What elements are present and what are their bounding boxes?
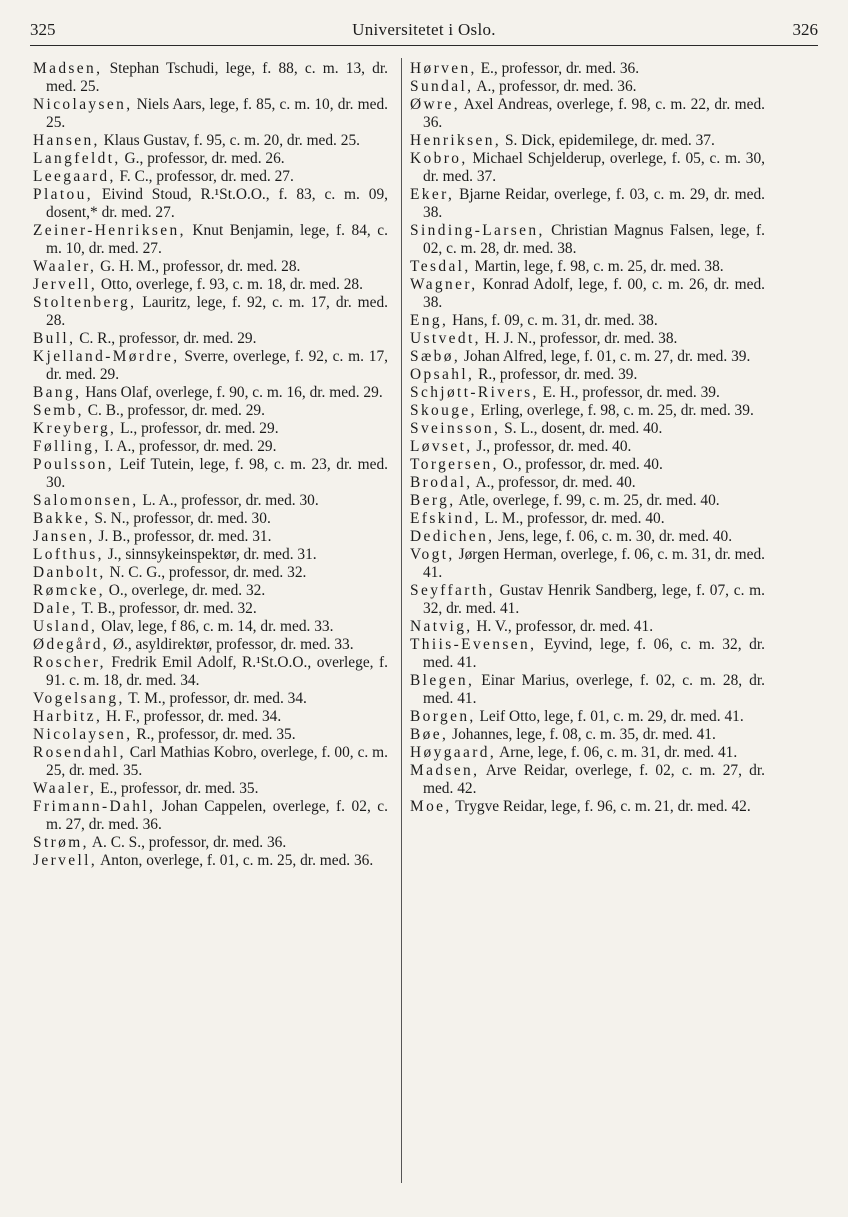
surname: Kobro, [410,150,468,167]
surname: Strøm, [33,834,89,851]
list-item [33,420,388,438]
surname: Moe, [410,798,452,815]
surname: Waaler, [33,258,97,275]
entry-details: Leif Tutein, lege, f. 98, c. m. 23, dr. med. 30. [46,456,388,491]
list-item [410,330,765,348]
surname: Hansen, [33,132,100,149]
entry-details: Lauritz, lege, f. 92, c. m. 17, dr. med. 28. [46,294,388,329]
surname: Lofthus, [33,546,104,563]
surname: Waaler, [33,780,97,797]
entry-details: Hans Olaf, overlege, f. 90, c. m. 16, dr. med. 29. [81,384,383,401]
list-item [410,366,765,384]
surname: Følling, [33,438,101,455]
entry-details: A., professor, dr. med. 40. [472,474,636,491]
surname: Efskind, [410,510,481,527]
entry-details: Stephan Tschudi, lege, f. 88, c. m. 13, dr. med. 25. [46,60,388,95]
surname: Brodal, [410,474,473,491]
list-item [33,330,388,348]
entry-details: T. M., professor, dr. med. 34. [124,690,307,707]
list-item [33,294,388,330]
list-item [410,402,765,420]
entry-details: Arne, lege, f. 06, c. m. 31, dr. med. 41. [496,744,738,761]
list-item [33,600,388,618]
entry-details: Gustav Henrik Sandberg, lege, f. 07, c. m. 32, dr. med. 41. [423,582,765,617]
entry-details: Leif Otto, lege, f. 01, c. m. 29, dr. med. 41. [475,708,744,725]
entry-details: O., overlege, dr. med. 32. [104,582,266,599]
list-item [410,276,765,312]
surname: Kreyberg, [33,420,117,437]
surname: Skouge, [410,402,477,419]
entry-details: Sverre, overlege, f. 92, c. m. 17, dr. med. 29. [46,348,388,383]
surname: Bull, [33,330,76,347]
surname: Blegen, [410,672,475,689]
entry-details: Olav, lege, f 86, c. m. 14, dr. med. 33. [97,618,334,635]
list-item [33,456,388,492]
entry-details: J., sinnsykeinspektør, dr. med. 31. [103,546,317,563]
entry-details: C. R., professor, dr. med. 29. [75,330,257,347]
list-item [33,438,388,456]
entry-details: E. H., professor, dr. med. 39. [538,384,720,401]
list-item [33,582,388,600]
entry-details: E., professor, dr. med. 35. [96,780,259,797]
list-item [33,348,388,384]
surname: Salomonsen, [33,492,139,509]
surname: Sinding-Larsen, [410,222,545,239]
list-item [33,798,388,834]
surname: Vogelsang, [33,690,125,707]
surname: Øwre, [410,96,461,113]
entry-details: Eivind Stoud, R.¹St.O.O., f. 83, c. m. 09, dosent,* dr. med. 27. [46,186,388,221]
surname: Frimann-Dahl, [33,798,156,815]
entry-details: Michael Schjelderup, overlege, f. 05, c. m. 30, dr. med. 37. [423,150,765,185]
list-item [410,708,765,726]
page-number-left: 325 [30,20,56,39]
list-item [33,222,388,258]
surname: Jervell, [33,276,98,293]
entry-details: S. L., dosent, dr. med. 40. [500,420,663,437]
list-item [410,510,765,528]
list-item [410,744,765,762]
list-item [33,852,388,870]
entry-details: Jens, lege, f. 06, c. m. 30, dr. med. 40. [494,528,733,545]
list-item [410,312,765,330]
list-item [33,96,388,132]
surname: Sveinsson, [410,420,501,437]
list-item [410,798,765,816]
entry-details: O., professor, dr. med. 40. [498,456,663,473]
list-item [410,528,765,546]
list-item [410,96,765,132]
surname: Rømcke, [33,582,105,599]
list-item [33,834,388,852]
right-column [410,60,765,816]
entry-details: Fredrik Emil Adolf, R.¹St.O.O., overlege, f. 91. c. m. 18, dr. med. 34. [46,654,388,689]
list-item [33,636,388,654]
list-item [33,186,388,222]
surname: Bang, [33,384,82,401]
list-item [33,618,388,636]
surname: Langfeldt, [33,150,121,167]
surname: Vogt, [410,546,455,563]
entry-details: R., professor, dr. med. 39. [474,366,638,383]
list-item [410,186,765,222]
entry-details: R., professor, dr. med. 35. [132,726,296,743]
list-item [410,618,765,636]
entry-details: S. Dick, epidemilege, dr. med. 37. [501,132,715,149]
entry-details: Arve Reidar, overlege, f. 02, c. m. 27, dr. med. 42. [423,762,765,797]
list-item [410,474,765,492]
surname: Madsen, [410,762,480,779]
list-item [410,438,765,456]
entry-details: Trygve Reidar, lege, f. 96, c. m. 21, dr. med. 42. [451,798,751,815]
entry-details: Martin, lege, f. 98, c. m. 25, dr. med. 38. [470,258,724,275]
surname: Danbolt, [33,564,106,581]
entry-details: H. F., professor, dr. med. 34. [102,708,282,725]
entry-details: G., professor, dr. med. 26. [120,150,285,167]
entry-details: Klaus Gustav, f. 95, c. m. 20, dr. med. 25. [99,132,360,149]
surname: Sæbø, [410,348,461,365]
entry-details: I. A., professor, dr. med. 29. [100,438,277,455]
list-item [410,348,765,366]
entry-details: T. B., professor, dr. med. 32. [77,600,257,617]
list-item [410,420,765,438]
list-item [33,150,388,168]
entry-details: Einar Marius, overlege, f. 02, c. m. 28, dr. med. 41. [423,672,765,707]
surname: Nicolaysen, [33,96,133,113]
surname: Dale, [33,600,78,617]
list-item [33,510,388,528]
surname: Hørven, [410,60,477,77]
surname: Rosendahl, [33,744,126,761]
entry-details: L. A., professor, dr. med. 30. [138,492,319,509]
entry-details: Knut Benjamin, lege, f. 84, c. m. 10, dr. med. 27. [46,222,388,257]
list-item [410,582,765,618]
surname: Nicolaysen, [33,726,133,743]
entry-details: Erling, overlege, f. 98, c. m. 25, dr. med. 39. [476,402,754,419]
column-divider [401,58,402,1183]
entry-details: Atle, overlege, f. 99, c. m. 25, dr. med. 40. [455,492,720,509]
entry-details: A., professor, dr. med. 36. [473,78,637,95]
surname: Eng, [410,312,449,329]
list-item [33,690,388,708]
surname: Borgen, [410,708,476,725]
list-item [410,258,765,276]
surname: Madsen, [33,60,103,77]
list-item [33,528,388,546]
entry-details: N. C. G., professor, dr. med. 32. [105,564,307,581]
surname: Stoltenberg, [33,294,137,311]
list-item [410,132,765,150]
entry-details: S. N., professor, dr. med. 30. [90,510,271,527]
list-item [410,150,765,186]
list-item [410,492,765,510]
entry-details: Hans, f. 09, c. m. 31, dr. med. 38. [448,312,658,329]
entry-details: C. B., professor, dr. med. 29. [83,402,265,419]
list-item [33,384,388,402]
entry-details: Ø., asyldirektør, professor, dr. med. 33. [109,636,354,653]
surname: Platou, [33,186,93,203]
entry-details: L., professor, dr. med. 29. [116,420,279,437]
entry-details: H. V., professor, dr. med. 41. [472,618,654,635]
entry-details: A. C. S., professor, dr. med. 36. [88,834,287,851]
list-item [33,744,388,780]
list-item [410,78,765,96]
surname: Seyffarth, [410,582,495,599]
entry-details: Johannes, lege, f. 08, c. m. 35, dr. med. 41. [448,726,716,743]
list-item [33,60,388,96]
entry-details: Jørgen Herman, overlege, f. 06, c. m. 31, dr. med. 41. [423,546,765,581]
surname: Løvset, [410,438,473,455]
surname: Bakke, [33,510,91,527]
surname: Leegaard, [33,168,116,185]
entry-details: G. H. M., professor, dr. med. 28. [96,258,301,275]
list-item [410,546,765,582]
list-item [410,60,765,78]
list-item [410,762,765,798]
entry-details: Niels Aars, lege, f. 85, c. m. 10, dr. med. 25. [46,96,388,131]
entry-details: Otto, overlege, f. 93, c. m. 18, dr. med. 28. [97,276,363,293]
entry-details: E., professor, dr. med. 36. [476,60,640,77]
list-item [410,726,765,744]
list-item [410,672,765,708]
page-header [30,20,818,46]
entry-details: Johan Cappelen, overlege, f. 02, c. m. 27, dr. med. 36. [46,798,388,833]
surname: Ustvedt, [410,330,481,347]
page-title: Universitetet i Oslo. [352,20,496,39]
surname: Semb, [33,402,84,419]
surname: Bøe, [410,726,449,743]
surname: Usland, [33,618,98,635]
entry-details: Anton, overlege, f. 01, c. m. 25, dr. med. 36. [97,852,374,869]
surname: Jervell, [33,852,98,869]
list-item [410,456,765,474]
surname: Dedichen, [410,528,495,545]
surname: Poulsson, [33,456,115,473]
list-item [33,168,388,186]
surname: Opsahl, [410,366,475,383]
list-item [33,546,388,564]
surname: Harbitz, [33,708,103,725]
surname: Schjøtt-Rivers, [410,384,539,401]
list-item [410,636,765,672]
surname: Berg, [410,492,456,509]
surname: Zeiner-Henriksen, [33,222,186,239]
entry-details: F. C., professor, dr. med. 27. [115,168,294,185]
list-item [33,564,388,582]
entry-details: Eyvind, lege, f. 06, c. m. 32, dr. med. 41. [423,636,765,671]
surname: Torgersen, [410,456,499,473]
list-item [33,258,388,276]
left-column [33,60,388,870]
list-item [33,402,388,420]
surname: Jansen, [33,528,95,545]
surname: Thiis-Evensen, [410,636,537,653]
list-item [33,708,388,726]
surname: Natvig, [410,618,473,635]
header-rule [30,45,818,46]
list-item [410,384,765,402]
surname: Henriksen, [410,132,502,149]
entry-details: J., professor, dr. med. 40. [472,438,632,455]
entry-details: H. J. N., professor, dr. med. 38. [480,330,678,347]
list-item [33,726,388,744]
list-item [33,132,388,150]
surname: Høygaard, [410,744,497,761]
surname: Eker, [410,186,455,203]
entry-details: L. M., professor, dr. med. 40. [480,510,665,527]
list-item [33,654,388,690]
entry-details: Bjarne Reidar, overlege, f. 03, c. m. 29, dr. med. 38. [423,186,765,221]
surname: Tesdal, [410,258,471,275]
list-item [410,222,765,258]
entry-details: J. B., professor, dr. med. 31. [94,528,272,545]
list-item [33,492,388,510]
surname: Sundal, [410,78,474,95]
surname: Roscher, [33,654,106,671]
list-item [33,276,388,294]
surname: Kjelland-Mørdre, [33,348,180,365]
surname: Ødegård, [33,636,110,653]
entry-details: Christian Magnus Falsen, lege, f. 02, c. m. 28, dr. med. 38. [423,222,765,257]
surname: Wagner, [410,276,478,293]
list-item [33,780,388,798]
entry-details: Johan Alfred, lege, f. 01, c. m. 27, dr. med. 39. [460,348,751,365]
page-number-right: 326 [792,20,818,39]
entry-details: Konrad Adolf, lege, f. 00, c. m. 26, dr. med. 38. [423,276,765,311]
entry-details: Axel Andreas, overlege, f. 98, c. m. 22, dr. med. 36. [423,96,765,131]
entry-details: Carl Mathias Kobro, overlege, f. 00, c. m. 25, dr. med. 35. [46,744,388,779]
